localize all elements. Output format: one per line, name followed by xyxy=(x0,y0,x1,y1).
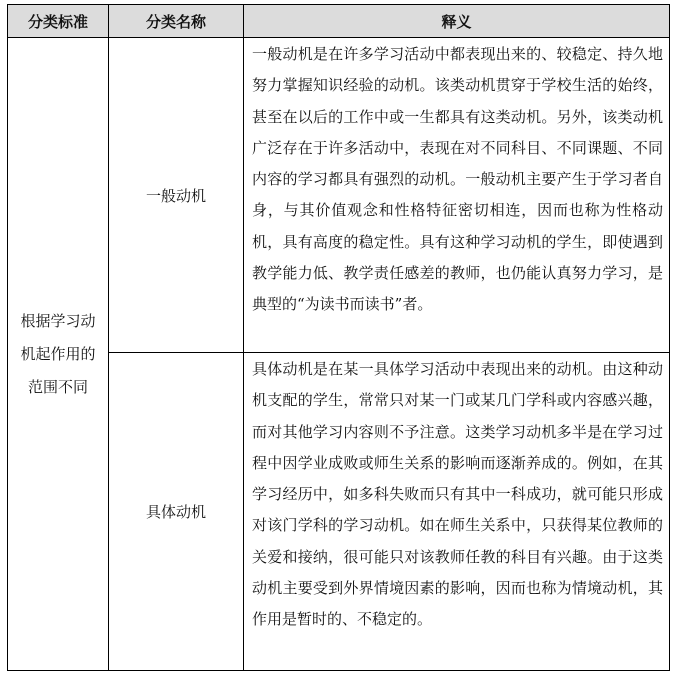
definition-cell: 具体动机是在某一具体学习活动中表现出来的动机。由这种动机支配的学生，常常只对某一门或某几门学科或内容感兴趣，而对其他学习内容则不予注意。这类学习动机多半是在学习过程中因学业成败或师生关系的影响而逐渐养成的。例如，在其学习经历中，如多科失败而只有其中一科成功，就可能只形成对该门学科的学习动机。如在师生关系中，只获得某位教师的关爱和接纳，很可能只对该教师任教的科目有兴趣。由于这类动机主要受到外界情境因素的影响，因而也称为情境动机，其作用是暂时的、不稳定的。 xyxy=(244,353,670,671)
header-row xyxy=(8,5,670,38)
category-name-cell: 具体动机 xyxy=(109,353,244,671)
table-row xyxy=(8,38,670,353)
header-name: 分类名称 xyxy=(109,5,244,38)
category-name-cell: 一般动机 xyxy=(109,38,244,353)
header-standard: 分类标准 xyxy=(8,5,109,38)
header-definition: 释义 xyxy=(244,5,670,38)
classification-standard-cell: 根据学习动机起作用的范围不同 xyxy=(8,38,109,671)
definition-cell: 一般动机是在许多学习活动中都表现出来的、较稳定、持久地努力掌握知识经验的动机。该类动机贯穿于学校生活的始终，甚至在以后的工作中或一生都具有这类动机。另外，该类动机广泛存在于许多活动中，表现在对不同科目、不同课题、不同内容的学习都具有强烈的动机。一般动机主要产生于学习者自身，与其价值观念和性格特征密切相连，因而也称为性格动机，具有高度的稳定性。具有这种学习动机的学生，即使遇到教学能力低、教学责任感差的教师，也仍能认真努力学习，是典型的“为读书而读书”者。 xyxy=(244,38,670,353)
motivation-classification-table xyxy=(7,4,670,671)
